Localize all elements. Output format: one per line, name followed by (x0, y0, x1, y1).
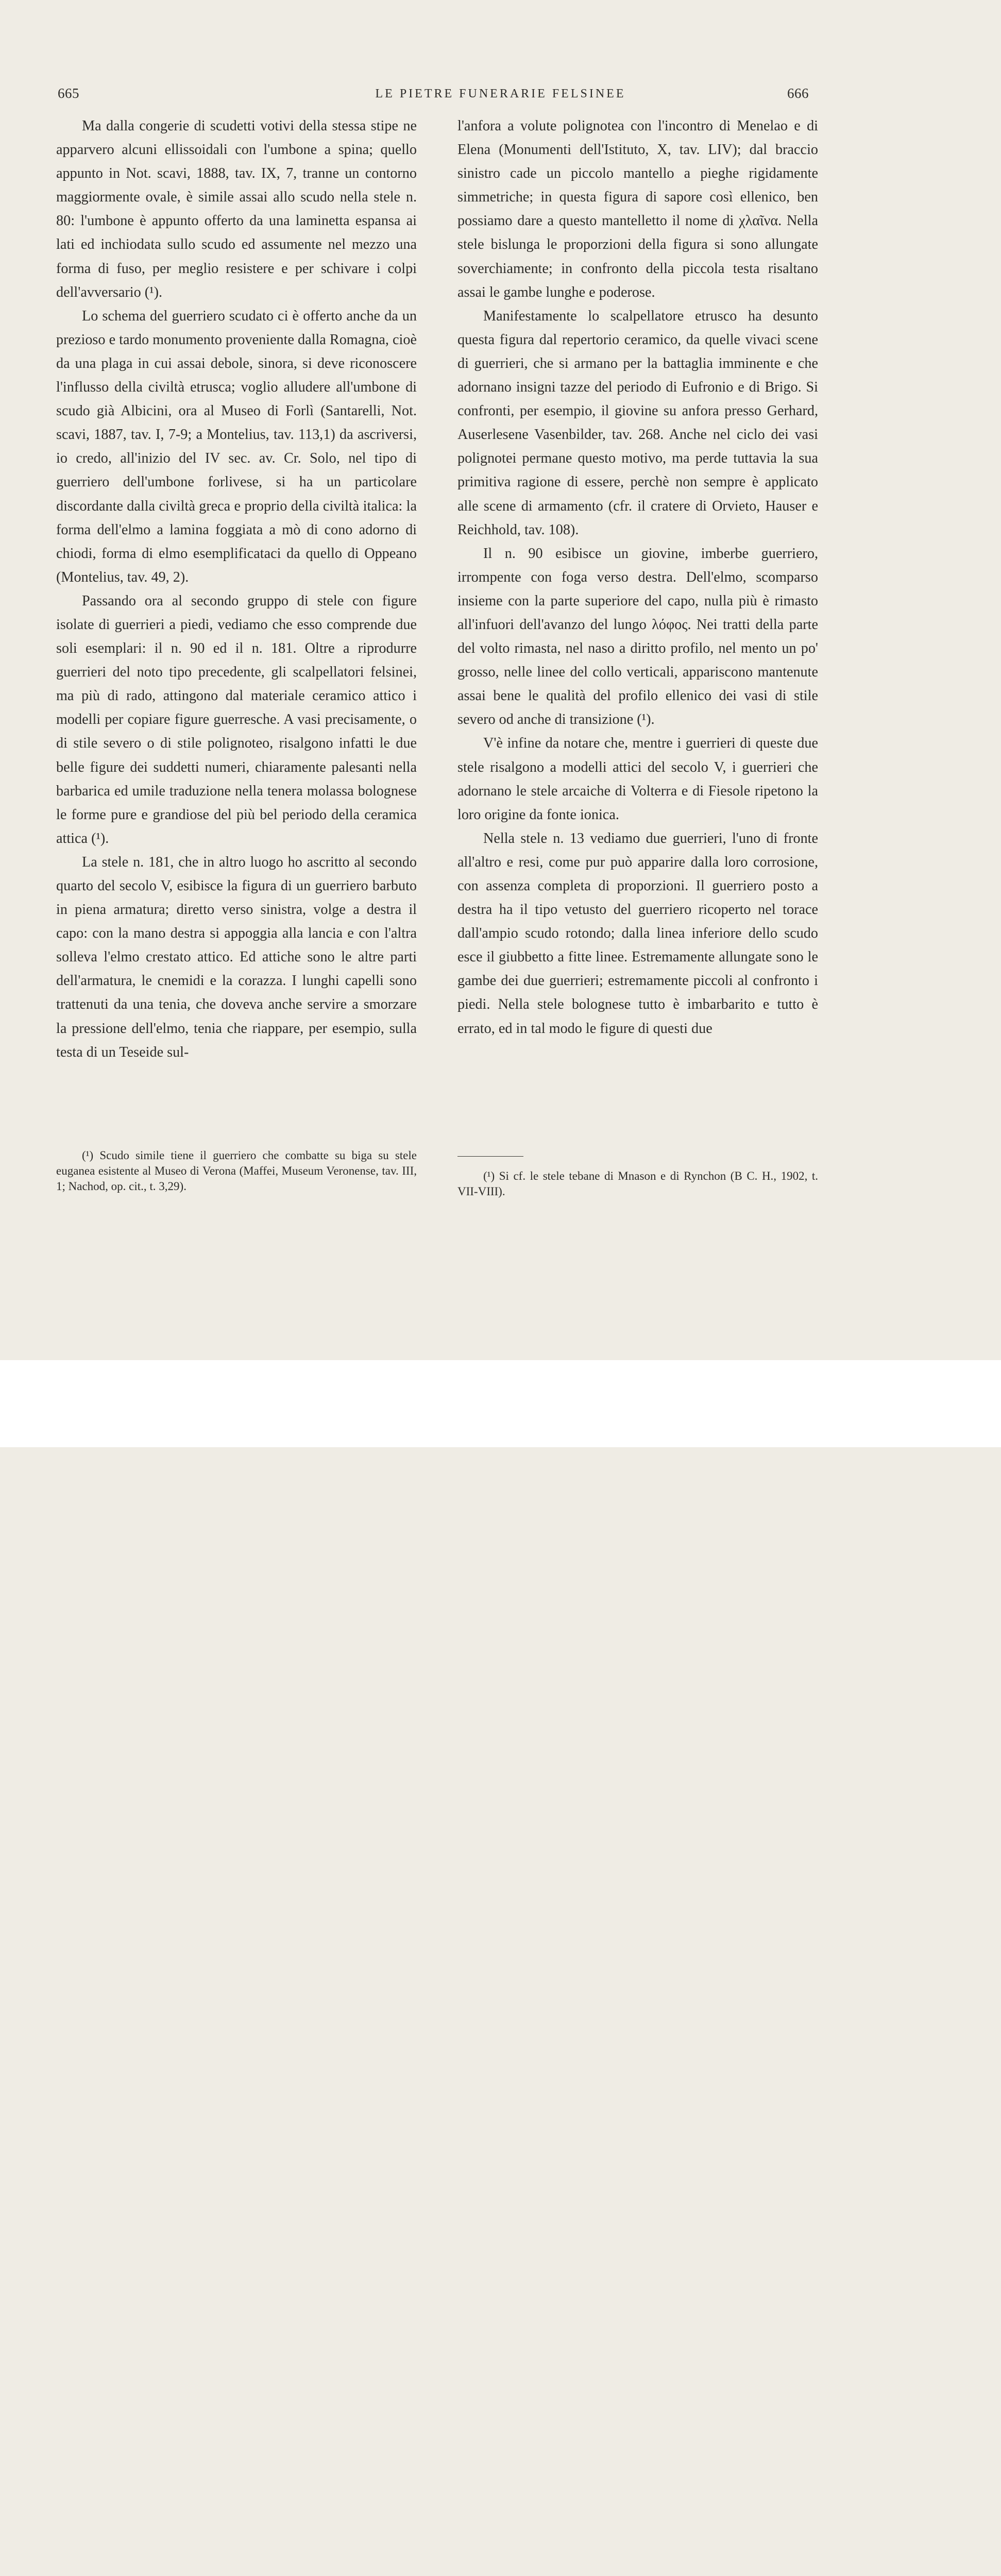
footnote-rule (457, 1156, 523, 1157)
left-page-number: 665 (58, 86, 79, 101)
paragraph: Manifestamente lo scalpellatore etrusco ha desunto questa figura dal repertorio ceramico, da quelle vivaci scene di guerrieri, che si armano per la battaglia imminente e che adornano insigni tazze del periodo di Eufronio e di Brigo. Si confronti, per esempio, il giovine su anfora presso Gerhard, Auserlesene Vasenbilder, tav. 268. Anche nel ciclo dei vasi polignotei permane questo motivo, ma perde tuttavia la sua primitiva ragione di essere, perchè non sempre è applicato alle scene di armamento (cfr. il cratere di Orvieto, Hauser e Reichhold, tav. 108). (457, 308, 818, 538)
right-text-column (457, 114, 818, 1041)
paragraph: Il n. 90 esibisce un giovine, imberbe guerriero, irrompente con foga verso destra. Dell'elmo, scomparso insieme con la parte superiore del capo, nulla più è rimasto all'infuori dell'avanzo del lungo λόφος. Nei tratti della parte del volto rimasta, nel naso a diritto profilo, nel mento un po' grosso, nelle linee del collo verticali, appariscono mantenute assai bene le qualità del profilo ellenico dei vasi di stile severo od anche di transizione (¹). (457, 545, 818, 728)
right-page-number: 666 (787, 86, 809, 101)
paragraph: La stele n. 181, che in altro luogo ho ascritto al secondo quarto del secolo V, esibisce la figura di un guerriero barbuto in piena armatura; diretto verso sinistra, volge a destra il capo: con la mano destra si appoggia alla lancia e con l'altra solleva l'elmo crestato attico. Ed attiche sono le altre parti dell'armatura, le cnemidi e la corazza. I lunghi capelli sono trattenuti da una tenia, che doveva anche servire a smorzare la pressione dell'elmo, tenia che riappare, per esempio, sulla testa di un Teseide sul- (56, 854, 417, 1060)
paragraph: Lo schema del guerriero scudato ci è offerto anche da un prezioso e tardo monumento proveniente dalla Romagna, cioè da una plaga in cui assai debole, sinora, si deve riconoscere l'influsso della civiltà etrusca; voglio alludere all'umbone di scudo già Albicini, ora al Museo di Forlì (Santarelli, Not. scavi, 1887, tav. I, 7-9; a Montelius, tav. 113,1) da ascriversi, io credo, all'inizio del IV sec. av. Cr. Solo, nel tipo di guerriero dell'umbone forlivese, si ha un particolare discordante dalla civiltà greca e proprio della civiltà italica: la forma dell'elmo a lamina foggiata a mò di cono adorno di chiodi, forma di elmo esemplificataci da quello di Oppeano (Montelius, tav. 49, 2). (56, 308, 417, 585)
paragraph: l'anfora a volute polignotea con l'incontro di Menelao e di Elena (Monumenti dell'Istituto, X, tav. LIV); dal braccio sinistro cade un piccolo mantello a pieghe rigidamente simmetriche; in questa figura di sapore così ellenico, ben possiamo dare a questo mantelletto il nome di χλαῖνα. Nella stele bislunga le proporzioni della figura si sono allungate soverchiamente; in confronto della piccola testa risaltano assai le gambe lunghe e poderose. (457, 118, 818, 300)
paragraph: V'è infine da notare che, mentre i guerrieri di queste due stele risalgono a modelli attici del secolo V, i guerrieri che adornano le stele arcaiche di Volterra e di Fiesole ripetono la loro origine da fonte ionica. (457, 735, 818, 823)
left-text-column (56, 114, 417, 1064)
footnote-right: (¹) Si cf. le stele tebane di Mnason e di Rynchon (B C. H., 1902, t. VII-VIII). (457, 1170, 818, 1198)
footnote-left: (¹) Scudo simile tiene il guerriero che combatte su biga su stele euganea esistente al Museo di Verona (Maffei, Museum Veronense, tav. III, 1; Nachod, op. cit., t. 3,29). (56, 1149, 417, 1193)
running-title: LE PIETRE FUNERARIE FELSINEE (375, 87, 626, 100)
paragraph: Passando ora al secondo gruppo di stele con figure isolate di guerrieri a piedi, vediamo che esso comprende due soli esemplari: il n. 90 ed il n. 181. Oltre a riprodurre guerrieri del noto tipo precedente, gli scalpellatori felsinei, ma più di rado, attingono dal materiale ceramico attico i modelli per copiare figure guerresche. A vasi precisamente, o di stile severo o di stile polignoteo, risalgono infatti le due belle figure dei suddetti numeri, chiaramente palesanti nella barbarica ed umile traduzione nella tenera molassa bolognese le forme pure e grandiose del più bel periodo della ceramica attica (¹). (56, 592, 417, 846)
paragraph: Ma dalla congerie di scudetti votivi della stessa stipe ne apparvero alcuni ellissoidali con l'umbone a spina; quello appunto in Not. scavi, 1888, tav. IX, 7, tranne un contorno maggiormente ovale, è simile assai allo scudo nella stele n. 80: l'umbone è appunto offerto da una laminetta espansa ai lati ed inchiodata sullo scudo ed assumente nel mezzo una forma di fuso, per meglio resistere e per schivare i colpi dell'avversario (¹). (56, 118, 417, 300)
paragraph: Nella stele n. 13 vediamo due guerrieri, l'uno di fronte all'altro e resi, come pur può apparire dalla loro corrosione, con assenza completa di proporzioni. Il guerriero posto a destra ha il tipo vetusto del guerriero ricoperto nel torace dall'ampio scudo rotondo; dalla linea inferiore dello scudo esce il giubbetto a fitte linee. Estremamente allungate sono le gambe dei due guerrieri; estremamente piccoli al confronto i piedi. Nella stele bolognese tutto è imbarbarito e tutto è errato, ed in tal modo le figure di questi due (457, 830, 818, 1037)
digitization-footer (0, 1360, 1001, 1447)
